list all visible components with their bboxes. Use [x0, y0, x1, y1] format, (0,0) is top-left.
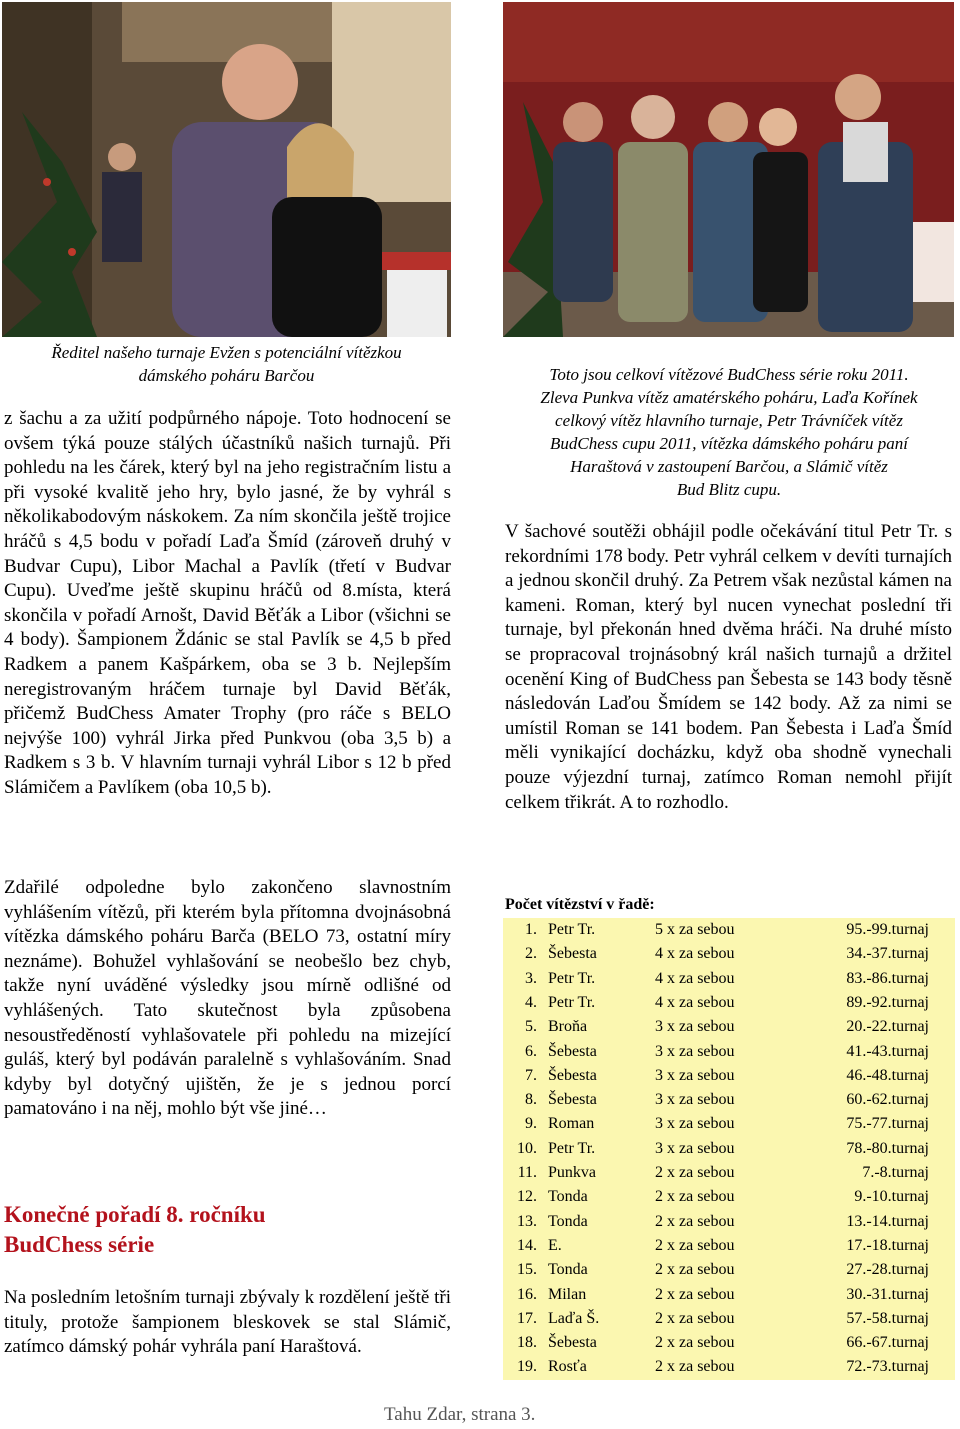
player-name: Rosťa — [548, 1358, 587, 1376]
win-count: 2 x za sebou — [655, 1285, 735, 1303]
row-number: 13. — [517, 1212, 537, 1230]
left-column-text-3 — [4, 1286, 451, 1360]
player-name: Šebesta — [548, 1042, 597, 1060]
table-row — [503, 1137, 955, 1161]
page-footer: Tahu Zdar, strana 3. — [384, 1404, 536, 1425]
tournament-range: 66.-67.turnaj — [846, 1334, 929, 1352]
player-name: Laďa Š. — [548, 1309, 600, 1327]
table-row — [503, 1283, 955, 1307]
player-name: Šebesta — [548, 945, 597, 963]
player-name: Tonda — [548, 1261, 588, 1279]
left-column-text-1 — [4, 407, 451, 801]
table-row — [503, 1210, 955, 1234]
win-count: 2 x za sebou — [655, 1212, 735, 1230]
row-number: 3. — [525, 969, 537, 987]
left-column-text-2 — [4, 876, 451, 1122]
tournament-range: 9.-10.turnaj — [854, 1188, 929, 1206]
row-number: 18. — [517, 1334, 537, 1352]
heading-line: BudChess série — [4, 1232, 155, 1257]
player-name: Šebesta — [548, 1091, 597, 1109]
wins-table-title: Počet vítězství v řadě: — [505, 896, 655, 913]
table-row — [503, 1161, 955, 1185]
table-row — [503, 1040, 955, 1064]
row-number: 6. — [525, 1042, 537, 1060]
caption-line: dámského poháru Barčou — [138, 366, 315, 385]
table-row — [503, 1355, 955, 1379]
table-row — [503, 1015, 955, 1039]
player-name: Šebesta — [548, 1066, 597, 1084]
player-name: Petr Tr. — [548, 969, 596, 987]
tournament-range: 41.-43.turnaj — [846, 1042, 929, 1060]
table-row — [503, 991, 955, 1015]
win-count: 3 x za sebou — [655, 1042, 735, 1060]
table-row — [503, 918, 955, 942]
tournament-range: 72.-73.turnaj — [846, 1358, 929, 1376]
win-count: 4 x za sebou — [655, 993, 735, 1011]
table-row — [503, 1185, 955, 1209]
table-row — [503, 1331, 955, 1355]
right-photo-caption — [503, 363, 955, 501]
caption-line: Toto jsou celkoví vítězové BudChess série roku 2011. — [549, 365, 909, 384]
win-count: 2 x za sebou — [655, 1236, 735, 1254]
win-count: 2 x za sebou — [655, 1188, 735, 1206]
row-number: 16. — [517, 1285, 537, 1303]
row-number: 5. — [525, 1018, 537, 1036]
tournament-range: 60.-62.turnaj — [846, 1091, 929, 1109]
tournament-range: 57.-58.turnaj — [846, 1309, 929, 1327]
heading-line: Konečné pořadí 8. ročníku — [4, 1202, 266, 1227]
tournament-range: 17.-18.turnaj — [846, 1236, 929, 1254]
win-count: 4 x za sebou — [655, 945, 735, 963]
row-number: 10. — [517, 1139, 537, 1157]
player-name: Milan — [548, 1285, 587, 1303]
tournament-range: 83.-86.turnaj — [846, 969, 929, 987]
player-name: Tonda — [548, 1188, 588, 1206]
row-number: 7. — [525, 1066, 537, 1084]
section-heading — [4, 1200, 454, 1260]
row-number: 14. — [517, 1236, 537, 1254]
player-name: Šebesta — [548, 1334, 597, 1352]
paragraph: V šachové soutěži obhájil podle očekávání titul Petr Tr. s rekordními 178 body. Petr vyhrál celkem v devíti turnajích a jednou skončil druhý. Za Petrem však nezůstal kámen na kameni. Roman, který byl nucen vynechat poslední tři turnaje, byl překonán hned dvěma hráči. Na druhé místo se propracoval trojnásobný král našich turnajů a držitel ocenění King of BudChess pan Šebesta se 143 body těsně následován Laďou Šmídem se 142 body. Až za nimi se umístil Roman se 141 bodem. Pan Šebesta i Laďa Šmíd měli vynikající docházku, když oba shodně vynechali pouze výjezdní turnaj, zatímco Roman nemohl přijít celkem třikrát. A to rozhodlo. — [505, 521, 952, 813]
tournament-range: 30.-31.turnaj — [846, 1285, 929, 1303]
win-count: 4 x za sebou — [655, 969, 735, 987]
photo-image — [2, 2, 451, 337]
right-column-text — [505, 520, 952, 815]
row-number: 19. — [517, 1358, 537, 1376]
tournament-range: 46.-48.turnaj — [846, 1066, 929, 1084]
wins-table — [503, 918, 955, 1380]
player-name: Broňa — [548, 1018, 588, 1036]
caption-line: celkový vítěz hlavního turnaje, Petr Trávníček vítěz — [555, 411, 903, 430]
player-name: Tonda — [548, 1212, 588, 1230]
tournament-range: 7.-8.turnaj — [862, 1164, 929, 1181]
caption-line: Haraštová v zastoupení Barčou, a Slámič vítěz — [570, 457, 888, 476]
row-number: 11. — [517, 1164, 537, 1181]
tournament-range: 75.-77.turnaj — [846, 1115, 929, 1133]
row-number: 12. — [517, 1188, 537, 1206]
player-name: Roman — [548, 1115, 595, 1133]
row-number: 17. — [517, 1309, 537, 1327]
paragraph: Na posledním letošním turnaji zbývaly k rozdělení ještě tři tituly, protože šampionem bleskovek se stal Slámič, zatímco dámský pohár vyhrála paní Haraštová. — [4, 1287, 451, 1358]
table-row — [503, 1307, 955, 1331]
table-row — [503, 1112, 955, 1136]
table-row — [503, 942, 955, 966]
tournament-range: 13.-14.turnaj — [846, 1212, 929, 1230]
table-row — [503, 1234, 955, 1258]
win-count: 3 x za sebou — [655, 1018, 735, 1036]
win-count: 2 x za sebou — [655, 1164, 735, 1181]
caption-line: Ředitel našeho turnaje Evžen s potenciální vítězkou — [51, 343, 402, 362]
row-number: 9. — [525, 1115, 537, 1133]
table-row — [503, 967, 955, 991]
table-row — [503, 1064, 955, 1088]
tournament-range: 78.-80.turnaj — [846, 1139, 929, 1157]
photo-series-winners — [503, 2, 954, 337]
photo-director-and-winner — [2, 2, 451, 337]
photo-image — [503, 2, 954, 337]
win-count: 5 x za sebou — [655, 921, 735, 938]
win-count: 3 x za sebou — [655, 1115, 735, 1133]
caption-line: Zleva Punkva vítěz amatérského poháru, Laďa Kořínek — [540, 388, 918, 407]
tournament-range: 34.-37.turnaj — [846, 945, 929, 963]
win-count: 2 x za sebou — [655, 1358, 735, 1376]
player-name: E. — [548, 1236, 562, 1254]
tournament-range: 95.-99.turnaj — [846, 921, 929, 938]
row-number: 8. — [525, 1091, 537, 1109]
win-count: 3 x za sebou — [655, 1139, 735, 1157]
caption-line: BudChess cupu 2011, vítězka dámského poháru paní — [549, 434, 909, 453]
paragraph: z šachu a za užití podpůrného nápoje. Toto hodnocení se ovšem týká pouze stálých účastníků našich turnajů. Při pohledu na les čárek, který byl na jeho registračním listu a při vysoké kvalitě jeho hry, bylo jasné, že by vyhrál s několikabodovým náskokem. Za ním skončila ještě trojice hráčů s 4,5 bodu v pořadí Laďa Šmíd (zároveň druhý v Budvar Cupu), Libor Machal a Pavlík (třetí v Budvar Cupu). Uveďme ještě skupinu hráčů od 8.místa, která skončila v pořadí Arnošt, David Běťák a Libor (všichni se 4 body). Šampionem Ždánic se stal Pavlík se 4,5 b před Radkem a panem Kašpárkem, oba se 3 b. Nejlepším neregistrovaným hráčem turnaje byl David Běťák, přičemž BudChess Amater Trophy (pro ráče s BELO nejvýše 100) vyhrál Jirka před Punkvou (oba 3,5 b) a Radkem s 3 b. V hlavním turnaji vyhrál Libor s 12 b před Slámičem a Pavlíkem (oba 10,5 b). — [4, 408, 451, 798]
table-row — [503, 1088, 955, 1112]
win-count: 3 x za sebou — [655, 1091, 735, 1109]
row-number: 4. — [525, 993, 537, 1011]
win-count: 2 x za sebou — [655, 1309, 735, 1327]
paragraph: Zdařilé odpoledne bylo zakončeno slavnostním vyhlášením vítězů, při kterém byla přítomna dvojnásobná vítězka dámského poháru Barča (BELO 73, ostatní míry neznáme). Bohužel vyhlašování se neobešlo bez chyb, takže nyní uváděné výsledky jsou mírně odlišné od vyhlášených. Tato skutečnost byla způsobena nesoustředěností vyhlašovatele při pohledu na mizející guláš, který byl podáván paralelně s vyhlašováním. Snad kdyby byl dotyčný ujištěn, že je s jednou porcí pamatováno i na něj, mohlo být vše jiné… — [4, 877, 451, 1120]
tournament-range: 27.-28.turnaj — [846, 1261, 929, 1279]
player-name: Petr Tr. — [548, 993, 596, 1011]
win-count: 3 x za sebou — [655, 1066, 735, 1084]
player-name: Petr Tr. — [548, 1139, 596, 1157]
row-number: 15. — [517, 1261, 537, 1279]
tournament-range: 20.-22.turnaj — [846, 1018, 929, 1036]
caption-line: Bud Blitz cupu. — [676, 480, 782, 499]
row-number: 1. — [525, 921, 537, 938]
left-photo-caption — [2, 341, 451, 387]
row-number: 2. — [525, 945, 537, 963]
player-name: Petr Tr. — [548, 921, 596, 938]
win-count: 2 x za sebou — [655, 1261, 735, 1279]
win-count: 2 x za sebou — [655, 1334, 735, 1352]
player-name: Punkva — [548, 1164, 596, 1181]
tournament-range: 89.-92.turnaj — [846, 993, 929, 1011]
table-row — [503, 1258, 955, 1282]
